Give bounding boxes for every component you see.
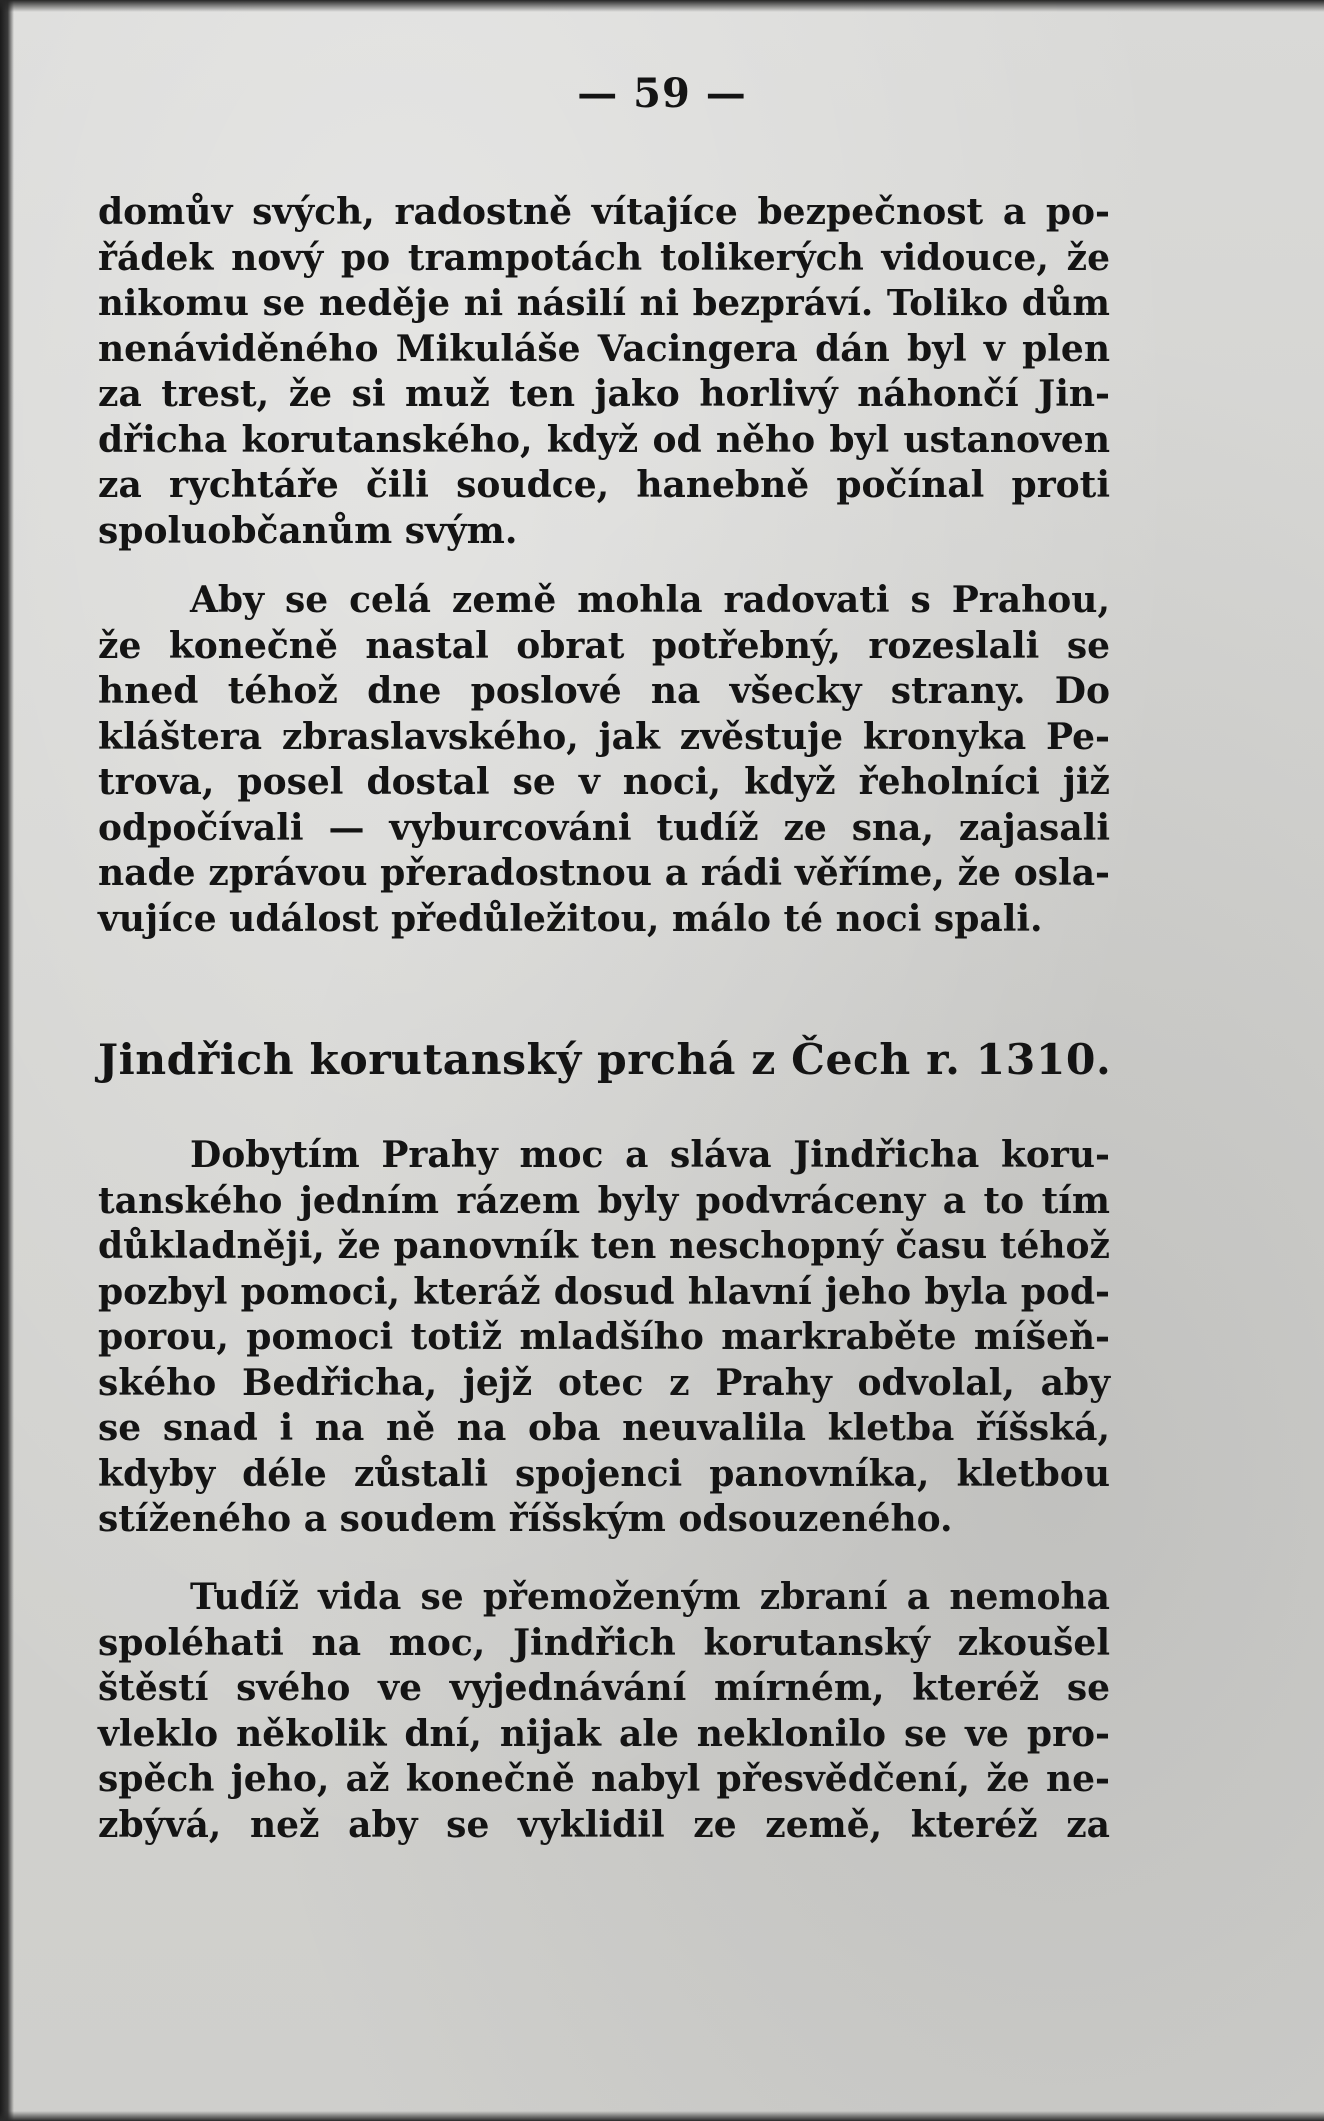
text-line: vujíce událost předůležitou, málo té noci spali.: [98, 897, 1043, 940]
text-line: stíženého a soudem říšským odsouzeného.: [98, 1498, 953, 1540]
paragraph-4: [98, 1575, 1110, 1848]
page-number: — 59 —: [577, 70, 747, 117]
text-line: zbývá, než aby se vyklidil ze země, kteréž za: [98, 1803, 1110, 1846]
text-line: za rychtáře čili soudce, hanebně počínal proti: [98, 464, 1110, 506]
text-line: trova, posel dostal se v noci, když řeholníci již: [98, 761, 1110, 803]
text-line: tanského jedním rázem byly podvráceny a to tím: [98, 1179, 1110, 1222]
text-line: spoluobčanům svým.: [98, 509, 518, 552]
text-line: štěstí svého ve vyjednávání mírném, kteréž se: [98, 1667, 1110, 1709]
text-line: se snad i na ně na oba neuvalila kletba říšská,: [98, 1407, 1110, 1449]
text-line: Aby se celá země mohla radovati s Prahou,: [190, 579, 1110, 621]
text-line: hned téhož dne poslové na všecky strany. Do: [98, 670, 1110, 712]
text-line: nade zprávou přeradostnou a rádi věříme, že osla-: [98, 852, 1110, 894]
text-line: Tudíž vida se přemoženým zbraní a nemoha: [190, 1576, 1110, 1618]
text-line: spoléhati na moc, Jindřich korutanský zkoušel: [98, 1621, 1110, 1664]
text-line: nenáviděného Mikuláše Vacingera dán byl v plen: [98, 327, 1110, 370]
text-line: nikomu se neděje ni násilí ni bezpráví. Toliko dům: [98, 283, 1110, 324]
text-line: odpočívali — vyburcováni tudíž ze sna, zajasali: [98, 806, 1110, 849]
text-line: Dobytím Prahy moc a sláva Jindřicha koru-: [190, 1134, 1110, 1176]
text-line: důkladněji, že panovník ten neschopný času téhož: [98, 1225, 1110, 1267]
text-line: pozbyl pomoci, kteráž dosud hlavní jeho byla pod-: [98, 1270, 1110, 1313]
text-line: spěch jeho, až konečně nabyl přesvědčení, že ne-: [98, 1758, 1110, 1800]
paragraph-1: [98, 190, 1110, 554]
text-line: kdyby déle zůstali spojenci panovníka, kletbou: [98, 1452, 1110, 1495]
text-line: ského Bedřicha, jejž otec z Prahy odvolal, aby: [98, 1361, 1110, 1404]
text-line: dřicha korutanského, když od něho byl ustanoven: [98, 418, 1110, 461]
section-heading: Jindřich korutanský prchá z Čech r. 1310.: [98, 1035, 1112, 1085]
text-line: že konečně nastal obrat potřebný, rozeslali se: [98, 624, 1110, 667]
text-line: řádek nový po trampotách tolikerých vidouce, že: [98, 236, 1110, 279]
page-left-shadow: [0, 0, 14, 2121]
text-line: porou, pomoci totiž mladšího markraběte míšeň-: [98, 1316, 1110, 1358]
text-line: domův svých, radostně vítajíce bezpečnost a po-: [98, 191, 1110, 233]
text-line: za trest, že si muž ten jako horlivý náhončí Jin-: [98, 373, 1110, 415]
text-line: kláštera zbraslavského, jak zvěstuje kronyka Pe-: [98, 715, 1110, 758]
paragraph-3: [98, 1133, 1110, 1543]
page-bottom-shadow: [0, 2111, 1324, 2121]
text-line: vleklo několik dní, nijak ale neklonilo se ve pro-: [98, 1712, 1110, 1755]
paragraph-2: [98, 578, 1110, 942]
page-top-shadow: [0, 0, 1324, 12]
